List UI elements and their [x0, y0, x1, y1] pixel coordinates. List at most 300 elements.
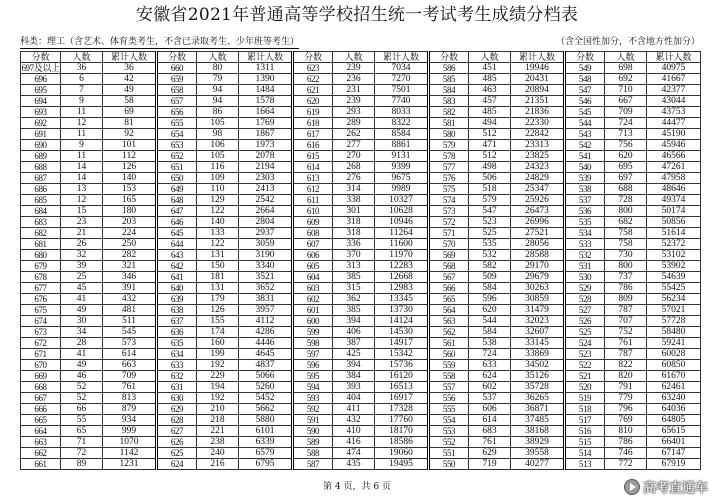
cumulative-cell: 1664: [239, 107, 293, 118]
count-cell: 786: [605, 437, 647, 448]
count-cell: 758: [605, 239, 647, 250]
cumulative-cell: 511: [103, 316, 157, 327]
score-cell: 529: [565, 283, 605, 294]
cumulative-cell: 4112: [239, 316, 293, 327]
cumulative-cell: 33145: [511, 338, 565, 349]
count-cell: 810: [605, 426, 647, 437]
count-cell: 728: [605, 195, 647, 206]
cumulative-cell: 153: [103, 184, 157, 195]
score-cell: 629: [157, 404, 197, 415]
score-cell: 658: [157, 85, 197, 96]
count-cell: 239: [333, 63, 375, 74]
table-row: [21, 217, 701, 228]
cumulative-cell: 58480: [647, 327, 701, 338]
count-cell: 276: [333, 173, 375, 184]
count-cell: 318: [333, 217, 375, 228]
cumulative-cell: 42377: [647, 85, 701, 96]
cumulative-cell: 9131: [375, 151, 429, 162]
score-cell: 549: [565, 63, 605, 74]
score-cell: 545: [565, 107, 605, 118]
table-row: [21, 360, 701, 371]
count-cell: 769: [605, 415, 647, 426]
column-header-count: 人数: [469, 52, 511, 63]
cumulative-cell: 53102: [647, 250, 701, 261]
cumulative-cell: 31479: [511, 305, 565, 316]
table-row: [21, 459, 701, 470]
cumulative-cell: 709: [103, 371, 157, 382]
count-cell: 494: [469, 118, 511, 129]
score-cell: 662: [21, 448, 61, 459]
score-cell: 588: [293, 448, 333, 459]
count-cell: 86: [197, 107, 239, 118]
cumulative-cell: 17328: [375, 404, 429, 415]
score-cell: 561: [429, 338, 469, 349]
cumulative-cell: 6579: [239, 448, 293, 459]
score-cell: 691: [21, 129, 61, 140]
score-cell: 554: [429, 415, 469, 426]
count-cell: 23: [61, 217, 103, 228]
cumulative-cell: 16917: [375, 393, 429, 404]
score-cell: 677: [21, 283, 61, 294]
score-cell: 542: [565, 140, 605, 151]
cumulative-cell: 15736: [375, 360, 429, 371]
score-cell: 682: [21, 228, 61, 239]
column-header-score: 分数: [157, 52, 197, 63]
cumulative-cell: 126: [103, 162, 157, 173]
count-cell: 71: [61, 437, 103, 448]
cumulative-cell: 10628: [375, 206, 429, 217]
cumulative-cell: 18170: [375, 426, 429, 437]
score-cell: 613: [293, 173, 333, 184]
count-cell: 229: [197, 371, 239, 382]
score-cell: 563: [429, 316, 469, 327]
score-cell: 617: [293, 129, 333, 140]
cumulative-cell: 6101: [239, 426, 293, 437]
count-cell: 772: [605, 459, 647, 470]
table-row: [21, 151, 701, 162]
count-cell: 683: [469, 426, 511, 437]
count-cell: 110: [197, 184, 239, 195]
table-row: [21, 74, 701, 85]
bonus-note: （含全国性加分，不含地方性加分）: [555, 37, 700, 47]
cumulative-cell: 112: [103, 151, 157, 162]
score-cell: 551: [429, 448, 469, 459]
cumulative-cell: 9675: [375, 173, 429, 184]
count-cell: 796: [605, 404, 647, 415]
count-cell: 779: [605, 393, 647, 404]
score-cell: 598: [293, 338, 333, 349]
score-cell: 611: [293, 195, 333, 206]
count-cell: 150: [197, 261, 239, 272]
score-cell: 579: [429, 140, 469, 151]
score-cell: 639: [157, 294, 197, 305]
score-cell: 583: [429, 96, 469, 107]
score-cell: 628: [157, 415, 197, 426]
cumulative-cell: 21351: [511, 96, 565, 107]
count-cell: 318: [333, 228, 375, 239]
table-row: [21, 184, 701, 195]
count-cell: 394: [333, 360, 375, 371]
score-cell: 688: [21, 162, 61, 173]
score-cell: 637: [157, 316, 197, 327]
cumulative-cell: 2664: [239, 206, 293, 217]
score-cell: 635: [157, 338, 197, 349]
cumulative-cell: 51614: [647, 228, 701, 239]
score-cell: 544: [565, 118, 605, 129]
count-cell: 761: [605, 338, 647, 349]
score-cell: 650: [157, 173, 197, 184]
count-cell: 122: [197, 239, 239, 250]
cumulative-cell: 64036: [647, 404, 701, 415]
cumulative-cell: 3652: [239, 283, 293, 294]
cumulative-cell: 14530: [375, 327, 429, 338]
count-cell: 28: [61, 338, 103, 349]
cumulative-cell: 54639: [647, 272, 701, 283]
cumulative-cell: 2542: [239, 195, 293, 206]
cumulative-cell: 37485: [511, 415, 565, 426]
cumulative-cell: 63240: [647, 393, 701, 404]
column-header-count: 人数: [197, 52, 239, 63]
score-cell: 626: [157, 437, 197, 448]
count-cell: 485: [469, 74, 511, 85]
cumulative-cell: 3190: [239, 250, 293, 261]
cumulative-cell: 7740: [375, 96, 429, 107]
count-cell: 698: [605, 63, 647, 74]
cumulative-cell: 17760: [375, 415, 429, 426]
count-cell: 94: [197, 85, 239, 96]
score-cell: 552: [429, 437, 469, 448]
cumulative-cell: 7501: [375, 85, 429, 96]
count-cell: 72: [61, 448, 103, 459]
count-cell: 129: [197, 195, 239, 206]
score-cell: 634: [157, 349, 197, 360]
cumulative-cell: 1390: [239, 74, 293, 85]
cumulative-cell: 50174: [647, 206, 701, 217]
cumulative-cell: 67147: [647, 448, 701, 459]
score-cell: 528: [565, 294, 605, 305]
count-cell: 596: [469, 294, 511, 305]
score-cell: 648: [157, 195, 197, 206]
subject-note: 科类：理工（含艺术、体育类考生，不含已录取考生、少年班等考生）: [20, 37, 300, 47]
score-cell: 655: [157, 118, 197, 129]
score-cell: 564: [429, 305, 469, 316]
count-cell: 406: [333, 327, 375, 338]
table-row: [21, 415, 701, 426]
cumulative-cell: 34502: [511, 360, 565, 371]
score-cell: 644: [157, 239, 197, 250]
cumulative-cell: 8322: [375, 118, 429, 129]
count-cell: 506: [469, 173, 511, 184]
table-row: [21, 437, 701, 448]
count-cell: 313: [333, 261, 375, 272]
column-header-count: 人数: [605, 52, 647, 63]
cumulative-cell: 8584: [375, 129, 429, 140]
cumulative-cell: 7270: [375, 74, 429, 85]
cumulative-cell: 57728: [647, 316, 701, 327]
table-row: [21, 85, 701, 96]
table-row: [21, 140, 701, 151]
score-cell: 680: [21, 250, 61, 261]
score-cell: 690: [21, 140, 61, 151]
count-cell: 89: [61, 459, 103, 470]
table-row: [21, 316, 701, 327]
count-cell: 52: [61, 393, 103, 404]
count-cell: 268: [333, 162, 375, 173]
count-cell: 432: [333, 415, 375, 426]
count-cell: 30: [61, 316, 103, 327]
count-cell: 39: [61, 261, 103, 272]
score-cell: 630: [157, 393, 197, 404]
score-cell: 553: [429, 426, 469, 437]
table-row: [21, 382, 701, 393]
score-cell: 656: [157, 107, 197, 118]
count-cell: 697: [605, 173, 647, 184]
score-cell: 687: [21, 173, 61, 184]
score-cell: 686: [21, 184, 61, 195]
score-cell: 675: [21, 305, 61, 316]
table-row: [21, 162, 701, 173]
cumulative-cell: 18586: [375, 437, 429, 448]
cumulative-cell: 60850: [647, 360, 701, 371]
count-cell: 822: [605, 360, 647, 371]
count-cell: 11: [61, 151, 103, 162]
count-cell: 12: [61, 195, 103, 206]
count-cell: 41: [61, 294, 103, 305]
count-cell: 393: [333, 382, 375, 393]
score-cell: 550: [429, 459, 469, 470]
score-cell: 631: [157, 382, 197, 393]
count-cell: 724: [469, 349, 511, 360]
score-cell: 681: [21, 239, 61, 250]
count-cell: 435: [333, 459, 375, 470]
play-logo-icon: [624, 479, 640, 495]
count-cell: 719: [469, 459, 511, 470]
count-cell: 620: [605, 151, 647, 162]
score-cell: 596: [293, 360, 333, 371]
cumulative-cell: 545: [103, 327, 157, 338]
cumulative-cell: 64805: [647, 415, 701, 426]
count-cell: 289: [333, 118, 375, 129]
count-cell: 463: [469, 85, 511, 96]
score-cell: 608: [293, 228, 333, 239]
count-cell: 194: [197, 382, 239, 393]
cumulative-cell: 5452: [239, 393, 293, 404]
score-cell: 665: [21, 415, 61, 426]
cumulative-cell: 5662: [239, 404, 293, 415]
score-cell: 647: [157, 206, 197, 217]
cumulative-cell: 24829: [511, 173, 565, 184]
score-cell: 560: [429, 349, 469, 360]
count-cell: 21: [61, 228, 103, 239]
score-cell: 652: [157, 151, 197, 162]
count-cell: 474: [333, 448, 375, 459]
score-cell: 562: [429, 327, 469, 338]
count-cell: 116: [197, 162, 239, 173]
count-cell: 713: [605, 129, 647, 140]
cumulative-cell: 27521: [511, 228, 565, 239]
cumulative-cell: 13345: [375, 294, 429, 305]
score-cell: 595: [293, 371, 333, 382]
cumulative-cell: 3521: [239, 272, 293, 283]
score-cell: 589: [293, 437, 333, 448]
count-cell: 126: [197, 305, 239, 316]
cumulative-cell: 44477: [647, 118, 701, 129]
count-cell: 523: [469, 217, 511, 228]
count-cell: 451: [469, 63, 511, 74]
count-cell: 131: [197, 250, 239, 261]
cumulative-cell: 36265: [511, 393, 565, 404]
count-cell: 179: [197, 294, 239, 305]
score-cell: 657: [157, 96, 197, 107]
page-title: 安徽省2021年普通高等学校招生统一考试考生成绩分档表: [135, 5, 579, 25]
count-cell: 32: [61, 250, 103, 261]
score-cell: 604: [293, 272, 333, 283]
count-cell: 387: [333, 338, 375, 349]
column-header-count: 人数: [61, 52, 103, 63]
score-cell: 607: [293, 239, 333, 250]
score-cell: 638: [157, 305, 197, 316]
cumulative-cell: 35126: [511, 371, 565, 382]
count-cell: 15: [61, 206, 103, 217]
cumulative-cell: 1484: [239, 85, 293, 96]
count-cell: 614: [469, 415, 511, 426]
count-cell: 525: [469, 228, 511, 239]
score-cell: 676: [21, 294, 61, 305]
count-cell: 105: [197, 151, 239, 162]
score-cell: 578: [429, 151, 469, 162]
table-row: [21, 173, 701, 184]
score-cell: 593: [293, 393, 333, 404]
count-cell: 94: [197, 96, 239, 107]
count-cell: 11: [61, 129, 103, 140]
cumulative-cell: 65615: [647, 426, 701, 437]
score-cell: 546: [565, 96, 605, 107]
count-cell: 538: [469, 338, 511, 349]
score-cell: 591: [293, 415, 333, 426]
count-cell: 46: [61, 371, 103, 382]
header-row: [21, 52, 701, 63]
cumulative-cell: 14124: [375, 316, 429, 327]
cumulative-cell: 92: [103, 129, 157, 140]
score-cell: 567: [429, 272, 469, 283]
table-row: [21, 129, 701, 140]
count-cell: 370: [333, 250, 375, 261]
count-cell: 41: [61, 349, 103, 360]
cumulative-cell: 23825: [511, 151, 565, 162]
count-cell: 49: [61, 305, 103, 316]
score-cell: 530: [565, 272, 605, 283]
cumulative-cell: 224: [103, 228, 157, 239]
score-cell: 565: [429, 294, 469, 305]
table-row: [21, 305, 701, 316]
cumulative-cell: 56234: [647, 294, 701, 305]
cumulative-cell: 36: [103, 63, 157, 74]
score-cell: 612: [293, 184, 333, 195]
count-cell: 535: [469, 239, 511, 250]
score-cell: 643: [157, 250, 197, 261]
cumulative-cell: 346: [103, 272, 157, 283]
table-row: [21, 118, 701, 129]
score-cell: 581: [429, 118, 469, 129]
cumulative-cell: 4446: [239, 338, 293, 349]
cumulative-cell: 22330: [511, 118, 565, 129]
cumulative-cell: 12283: [375, 261, 429, 272]
score-cell: 570: [429, 239, 469, 250]
cumulative-cell: 36871: [511, 404, 565, 415]
cumulative-cell: 25347: [511, 184, 565, 195]
cumulative-cell: 2303: [239, 173, 293, 184]
cumulative-cell: 43753: [647, 107, 701, 118]
score-cell: 520: [565, 382, 605, 393]
cumulative-cell: 8033: [375, 107, 429, 118]
score-cell: 566: [429, 283, 469, 294]
cumulative-cell: 481: [103, 305, 157, 316]
cumulative-cell: 165: [103, 195, 157, 206]
score-cell: 640: [157, 283, 197, 294]
score-cell: 633: [157, 360, 197, 371]
column-header-cumulative: 累计人数: [375, 52, 429, 63]
cumulative-cell: 761: [103, 382, 157, 393]
cumulative-cell: 180: [103, 206, 157, 217]
table-row: [21, 426, 701, 437]
cumulative-cell: 5260: [239, 382, 293, 393]
column-header-score: 分数: [565, 52, 605, 63]
count-cell: 13: [61, 184, 103, 195]
score-cell: 646: [157, 217, 197, 228]
score-cell: 543: [565, 129, 605, 140]
count-cell: 301: [333, 206, 375, 217]
count-cell: 411: [333, 404, 375, 415]
cumulative-cell: 9399: [375, 162, 429, 173]
column-header-cumulative: 累计人数: [511, 52, 565, 63]
cumulative-cell: 69: [103, 107, 157, 118]
cumulative-cell: 14917: [375, 338, 429, 349]
cumulative-cell: 66401: [647, 437, 701, 448]
score-cell: 625: [157, 448, 197, 459]
count-cell: 262: [333, 129, 375, 140]
count-cell: 25: [61, 272, 103, 283]
column-header-score: 分数: [293, 52, 333, 63]
score-cell: 609: [293, 217, 333, 228]
cumulative-cell: 50856: [647, 217, 701, 228]
cumulative-cell: 58: [103, 96, 157, 107]
count-cell: 633: [469, 360, 511, 371]
score-cell: 540: [565, 162, 605, 173]
score-cell: 539: [565, 173, 605, 184]
page-footer: 第 4 页，共 6 页: [323, 482, 391, 492]
count-cell: 199: [197, 349, 239, 360]
count-cell: 240: [197, 448, 239, 459]
count-cell: 384: [333, 371, 375, 382]
count-cell: 6: [61, 74, 103, 85]
score-cell: 575: [429, 184, 469, 195]
count-cell: 584: [469, 283, 511, 294]
column-header-count: 人数: [333, 52, 375, 63]
count-cell: 109: [197, 173, 239, 184]
score-cell: 673: [21, 327, 61, 338]
score-cell: 649: [157, 184, 197, 195]
score-cell: 515: [565, 437, 605, 448]
score-cell: 582: [429, 107, 469, 118]
count-cell: 809: [605, 294, 647, 305]
cumulative-cell: 3831: [239, 294, 293, 305]
cumulative-cell: 2194: [239, 162, 293, 173]
score-cell: 618: [293, 118, 333, 129]
cumulative-cell: 33869: [511, 349, 565, 360]
cumulative-cell: 62461: [647, 382, 701, 393]
score-cell: 590: [293, 426, 333, 437]
count-cell: 532: [469, 250, 511, 261]
